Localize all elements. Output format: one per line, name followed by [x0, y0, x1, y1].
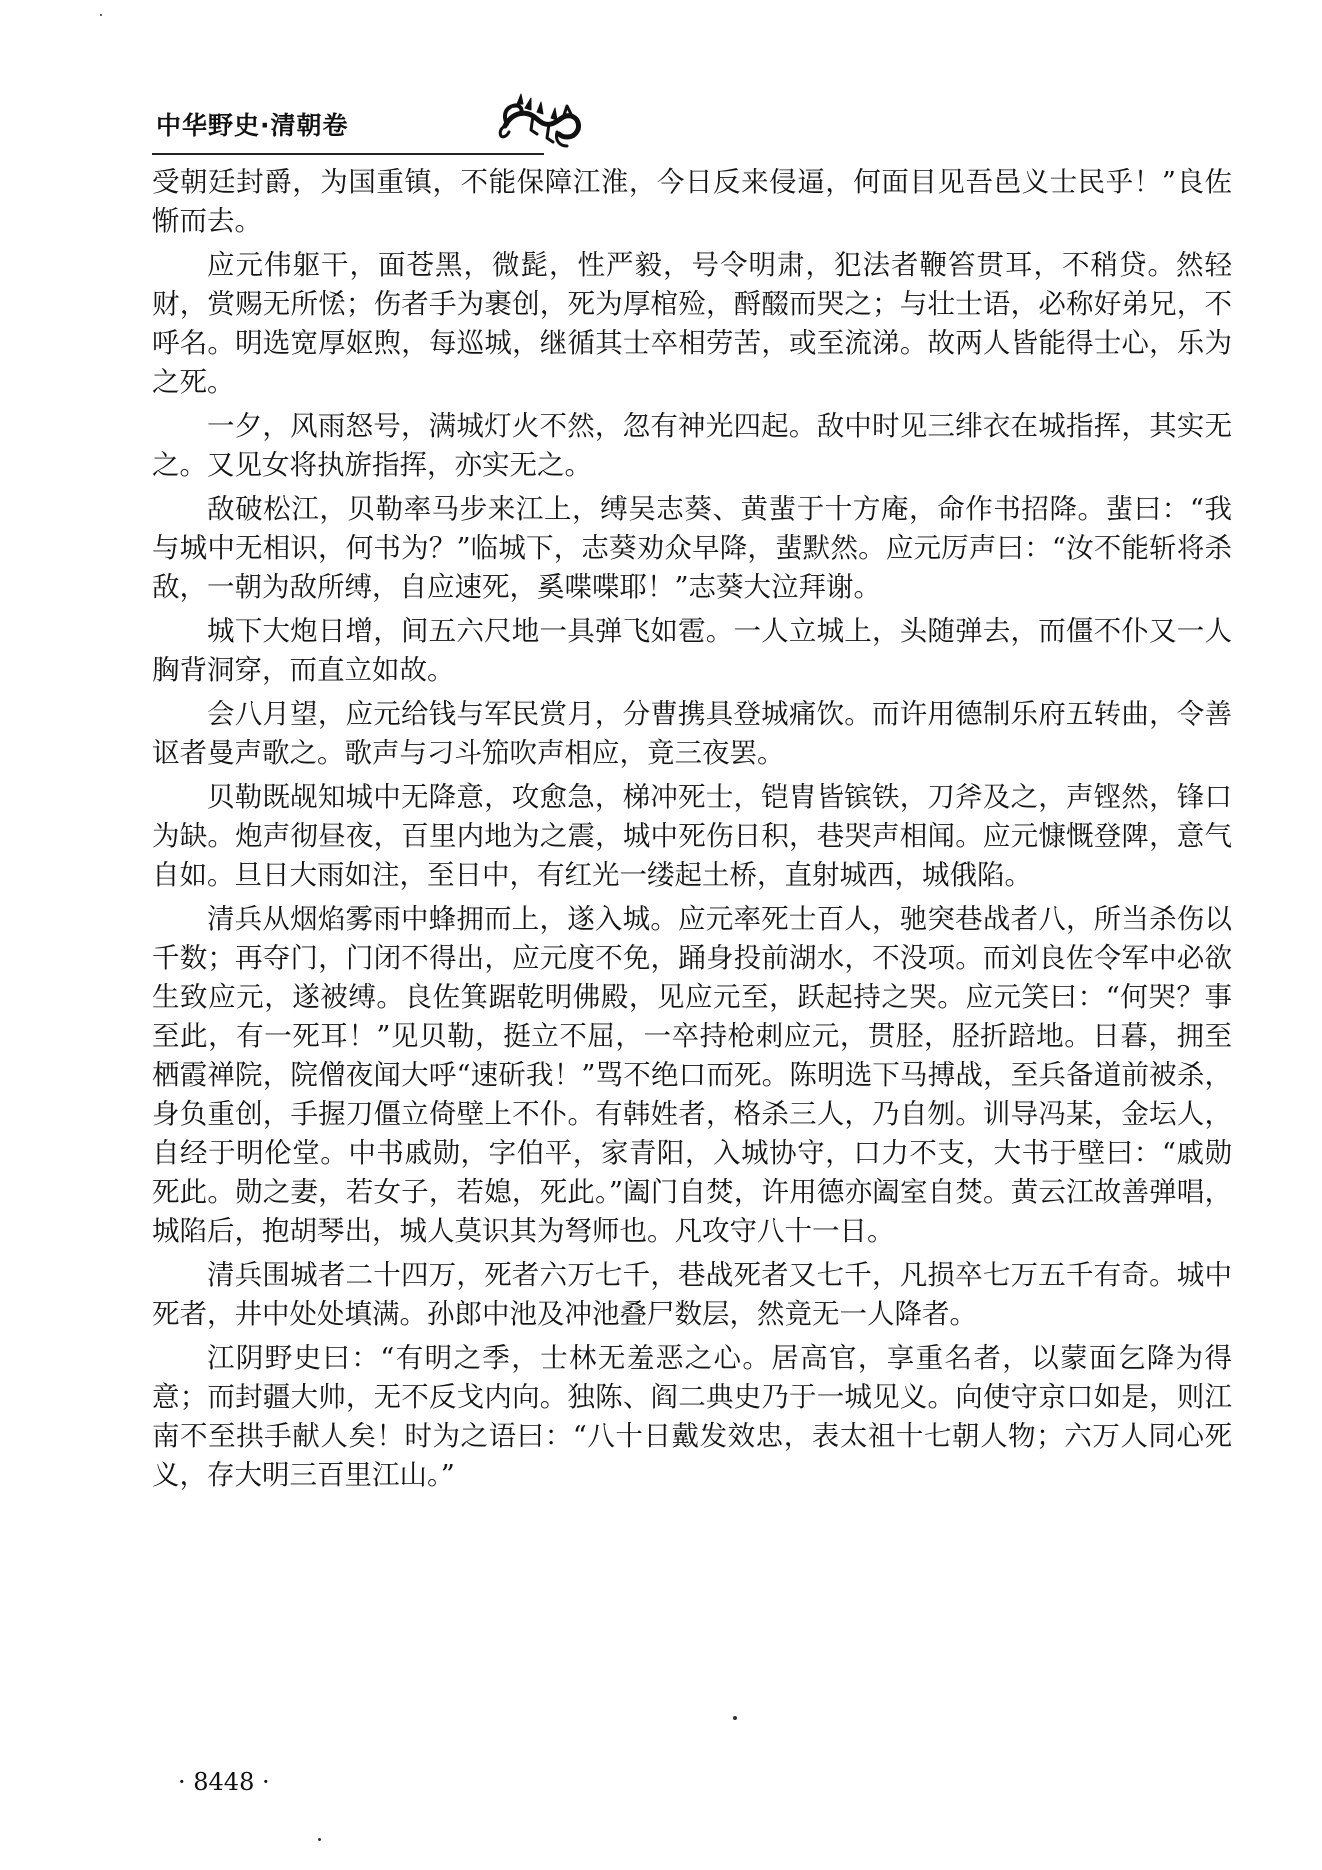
paragraph: 应元伟躯干，面苍黑，微髭，性严毅，号令明肃，犯法者鞭笞贯耳，不稍贷。然轻财，赏赐无所恡；伤者手为裹创，死为厚棺殓，酹醊而哭之；与壮士语，必称好弟兄，不呼名。明选宽厚妪煦，每巡城，继循其士卒相劳苦，或至流涕。故两人皆能得士心，乐为之死。 — [152, 249, 1232, 398]
paragraph: 城下大炮日增，间五六尺地一具弹飞如雹。一人立城上，头随弹去，而僵不仆又一人胸背洞穿，而直立如故。 — [152, 615, 1232, 686]
scan-speck — [733, 1716, 737, 1720]
paragraph: 贝勒既觇知城中无降意，攻愈急，梯冲死士，铠胄皆镔铁，刀斧及之，声铿然，锋口为缺。炮声彻昼夜，百里内地为之震，城中死伤日积，巷哭声相闻。应元慷慨登陴，意气自如。旦日大雨如注，至日中，有红光一缕起土桥，直射城西，城俄陷。 — [152, 781, 1232, 891]
main-text — [152, 163, 1232, 1500]
scan-speck — [100, 14, 102, 16]
book-title: 中华野史·清朝卷 — [156, 111, 349, 140]
header-rule — [152, 153, 544, 155]
running-header — [152, 104, 572, 150]
page-number: · 8448 · — [178, 1768, 270, 1796]
paragraph: 清兵从烟焰雾雨中蜂拥而上，遂入城。应元率死士百人，驰突巷战者八，所当杀伤以千数；再夺门，门闭不得出，应元度不免，踊身投前湖水，不没项。而刘良佐令军中必欲生致应元，遂被缚。良佐箕踞乾明佛殿，见应元至，跃起持之哭。应元笑曰：“何哭？事至此，有一死耳！”见贝勒，挺立不屈，一卒持枪刺应元，贯胫，胫折踣地。日暮，拥至栖霞禅院，院僧夜闻大呼“速斫我！”骂不绝口而死。陈明选下马搏战，至兵备道前被杀，身负重创，手握刀僵立倚壁上不仆。有韩姓者，格杀三人，乃自刎。训导冯某，金坛人，自经于明伦堂。中书戚勋，字伯平，家青阳，入城协守，口力不支，大书于壁曰：“戚勋死此。勋之妻，若女子，若媳，死此。”阖门自焚，许用德亦阖室自焚。黄云江故善弹唱，城陷后，抱胡琴出，城人莫识其为弩师也。凡攻守八十一日。 — [152, 903, 1232, 1247]
paragraph: 一夕，风雨怒号，满城灯火不然，忽有神光四起。敌中时见三绯衣在城指挥，其实无之。又见女将执旂指挥，亦实无之。 — [152, 410, 1232, 481]
scan-speck — [318, 1838, 321, 1841]
paragraph: 受朝廷封爵，为国重镇，不能保障江淮，今日反来侵逼，何面目见吾邑义士民乎！”良佐惭而去。 — [152, 166, 1232, 237]
paragraph: 敌破松江，贝勒率马步来江上，缚吴志葵、黄蜚于十方庵，命作书招降。蜚曰：“我与城中无相识，何书为？”临城下，志葵劝众早降，蜚默然。应元厉声曰：“汝不能斩将杀敌，一朝为敌所缚，自应速死，奚喋喋耶！”志葵大泣拜谢。 — [152, 493, 1232, 603]
paragraph: 会八月望，应元给钱与军民赏月，分曹携具登城痛饮。而许用德制乐府五转曲，令善讴者曼声歌之。歌声与刁斗笳吹声相应，竟三夜罢。 — [152, 698, 1232, 769]
dragon-icon — [497, 86, 587, 152]
paragraph: 清兵围城者二十四万，死者六万七千，巷战死者又七千，凡损卒七万五千有奇。城中死者，井中处处填满。孙郎中池及冲池叠尸数层，然竟无一人降者。 — [152, 1259, 1232, 1330]
paragraph: 江阴野史曰：“有明之季，士林无羞恶之心。居高官，享重名者，以蒙面乞降为得意；而封疆大帅，无不反戈内向。独陈、阎二典史乃于一城见义。向使守京口如是，则江南不至拱手献人矣！时为之语曰：“八十日戴发效忠，表太祖十七朝人物；六万人同心死义，存大明三百里江山。” — [152, 1342, 1232, 1491]
